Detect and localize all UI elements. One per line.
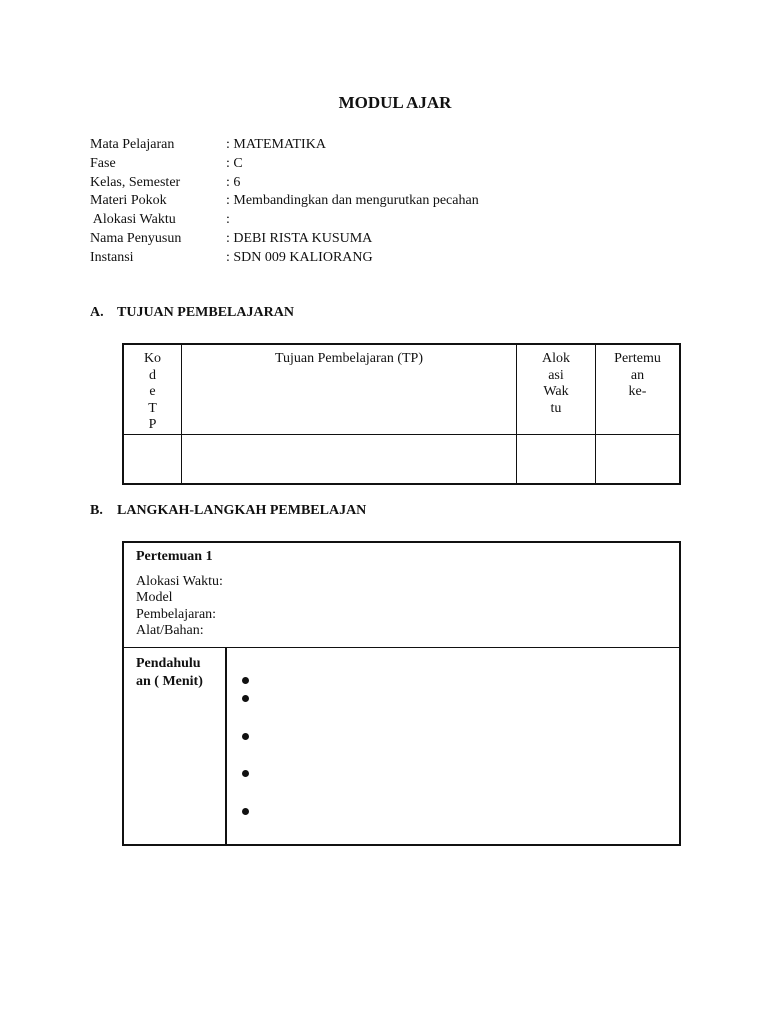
meeting-detail: Alokasi Waktu: <box>136 573 223 589</box>
meeting-detail: Model <box>136 590 173 605</box>
header-text-line: ke- <box>628 384 647 399</box>
info-value: : <box>226 212 230 228</box>
section-letter: A. <box>90 305 104 320</box>
meeting-detail: Pembelajaran: <box>136 606 217 622</box>
section-letter: B. <box>90 503 103 518</box>
header-alokasi-waktu <box>517 344 596 434</box>
document-title: MODUL AJAR <box>338 93 452 112</box>
info-value: : 6 <box>226 174 241 190</box>
bullet-point <box>242 695 249 702</box>
meeting-detail: Alat/Bahan: <box>136 623 204 638</box>
bullet-point <box>242 808 249 815</box>
header-text-line: Wak <box>543 384 569 399</box>
header-tujuan-pembelajaran <box>182 344 517 434</box>
section-title: LANGKAH-LANGKAH PEMBELAJAN <box>117 503 367 518</box>
empty-cell <box>182 434 517 484</box>
bullet-point <box>242 677 249 684</box>
info-value: : C <box>226 155 243 171</box>
phase-label: an ( Menit) <box>136 673 203 689</box>
header-text-line: Ko <box>143 351 162 366</box>
info-label: Nama Penyusun <box>90 230 182 246</box>
info-label: Alokasi Waktu <box>90 212 176 228</box>
meeting-title: Pertemuan 1 <box>136 549 213 564</box>
header-text-line: an <box>630 367 645 383</box>
meeting-header-cell <box>123 542 680 647</box>
header-text-line: tu <box>550 400 562 416</box>
info-value: : SDN 009 KALIORANG <box>226 249 373 265</box>
header-text-line: asi <box>548 367 564 383</box>
phase-label: Pendahulu <box>136 655 201 671</box>
header-text-line: T <box>148 400 157 416</box>
header-text-line: P <box>148 417 157 432</box>
info-value: : MATEMATIKA <box>226 137 326 152</box>
info-value: : Membandingkan dan mengurutkan pecahan <box>226 193 479 209</box>
info-label: Fase <box>90 155 116 171</box>
header-text-line: e <box>149 384 156 399</box>
bullet-point <box>242 770 249 777</box>
empty-cell <box>123 434 182 484</box>
header-pertemuan-ke <box>596 344 681 434</box>
info-value: : DEBI RISTA KUSUMA <box>226 230 373 246</box>
bullet-point <box>242 733 249 740</box>
empty-cell <box>596 434 681 484</box>
learning-steps-table <box>122 541 681 846</box>
empty-cell <box>517 434 596 484</box>
info-label: Kelas, Semester <box>90 174 181 190</box>
phase-cell <box>123 647 226 845</box>
info-label: Materi Pokok <box>90 193 167 209</box>
header-text-line: Tujuan Pembelajaran (TP) <box>274 351 423 366</box>
section-title: TUJUAN PEMBELAJARAN <box>117 305 294 320</box>
header-text-line: Alok <box>542 351 570 366</box>
header-kode-tp <box>123 344 182 434</box>
info-label: Mata Pelajaran <box>90 137 175 152</box>
header-text-line: d <box>149 367 156 383</box>
section-b-heading <box>90 503 366 519</box>
section-a-heading <box>90 305 294 321</box>
learning-objectives-table <box>122 343 681 485</box>
info-label: Instansi <box>90 249 134 265</box>
header-text-line: Pertemu <box>614 351 661 366</box>
activity-bullets-cell <box>226 647 680 845</box>
